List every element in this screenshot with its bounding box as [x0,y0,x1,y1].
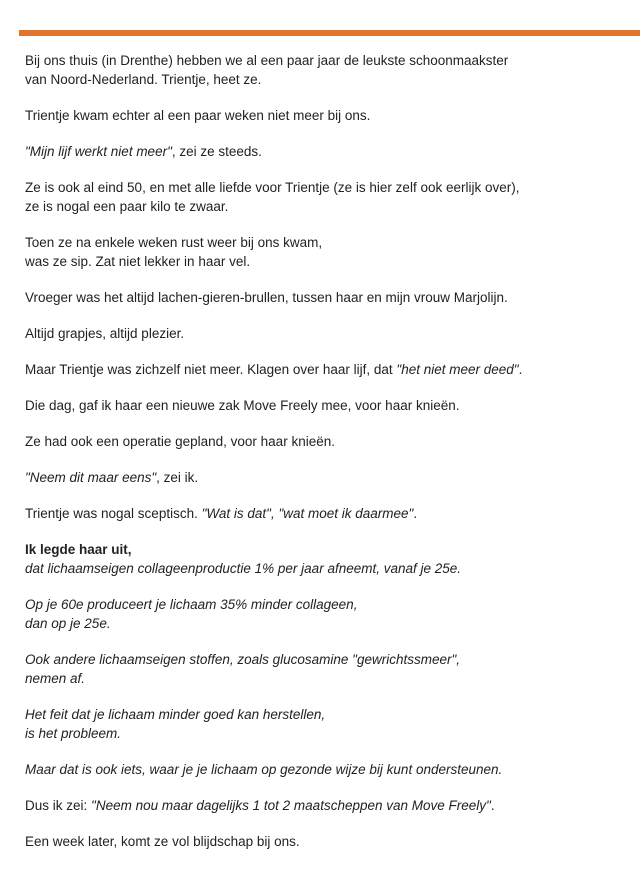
text-run: Op je 60e produceert je lichaam 35% minder collageen, [25,597,358,612]
text-run: Ik legde haar uit, [25,542,132,557]
paragraph [25,360,620,379]
text-run: "Mijn lijf werkt niet meer" [25,144,172,159]
paragraph [25,51,620,89]
text-run: was ze sip. Zat niet lekker in haar vel. [25,254,251,269]
article-body [0,36,640,851]
paragraph [25,432,620,451]
paragraph [25,288,620,307]
paragraph [25,106,620,125]
text-run: Ze is ook al eind 50, en met alle liefde voor Trientje (ze is hier zelf ook eerlijk over), [25,180,520,195]
document-page [0,30,640,851]
text-run: . [518,362,523,377]
paragraph [25,796,620,815]
text-run: dan op je 25e. [25,616,111,631]
paragraph [25,324,620,343]
text-run: ze is nogal een paar kilo te zwaar. [25,199,229,214]
text-run: nemen af. [25,671,86,686]
text-run: "Neem dit maar eens" [25,470,157,485]
text-run: is het probleem. [25,726,122,741]
paragraph [25,595,620,633]
text-run: "het niet meer deed" [396,362,519,377]
text-run: Ze had ook een operatie gepland, voor haar knieën. [25,434,335,449]
text-run: "Neem nou maar dagelijks 1 tot 2 maatscheppen van Move Freely" [91,798,491,813]
text-run: , zei ze steeds. [171,144,262,159]
paragraph [25,504,620,523]
text-run: "Wat is dat", "wat moet ik daarmee" [201,506,414,521]
text-run: Ook andere lichaamseigen stoffen, zoals glucosamine "gewrichtssmeer", [25,652,461,667]
text-run: . [413,506,418,521]
text-run: dat lichaamseigen collageenproductie 1% per jaar afneemt, vanaf je 25e. [25,561,462,576]
paragraph [25,705,620,743]
paragraph [25,178,620,216]
text-run: Vroeger was het altijd lachen-gieren-brullen, tussen haar en mijn vrouw Marjolijn. [25,290,508,305]
paragraph [25,540,620,578]
paragraph [25,233,620,271]
text-run: , zei ik. [156,470,199,485]
text-run: Trientje was nogal sceptisch. [25,506,202,521]
paragraph [25,142,620,161]
text-run: Toen ze na enkele weken rust weer bij ons kwam, [25,235,323,250]
text-run: Bij ons thuis (in Drenthe) hebben we al een paar jaar de leukste schoonmaakster [25,53,509,68]
text-run: van Noord-Nederland. Trientje, heet ze. [25,72,262,87]
paragraph [25,396,620,415]
text-run: Maar Trientje was zichzelf niet meer. Klagen over haar lijf, dat [25,362,397,377]
paragraph [25,832,620,851]
text-run: Een week later, komt ze vol blijdschap bij ons. [25,834,300,849]
text-run: Die dag, gaf ik haar een nieuwe zak Move Freely mee, voor haar knieën. [25,398,460,413]
text-run: . [490,798,495,813]
text-run: Trientje kwam echter al een paar weken niet meer bij ons. [25,108,371,123]
paragraph [25,650,620,688]
text-run: Altijd grapjes, altijd plezier. [25,326,185,341]
paragraph [25,760,620,779]
text-run: Dus ik zei: [25,798,92,813]
text-run: Het feit dat je lichaam minder goed kan herstellen, [25,707,326,722]
paragraph [25,468,620,487]
text-run: Maar dat is ook iets, waar je je lichaam op gezonde wijze bij kunt ondersteunen. [25,762,503,777]
